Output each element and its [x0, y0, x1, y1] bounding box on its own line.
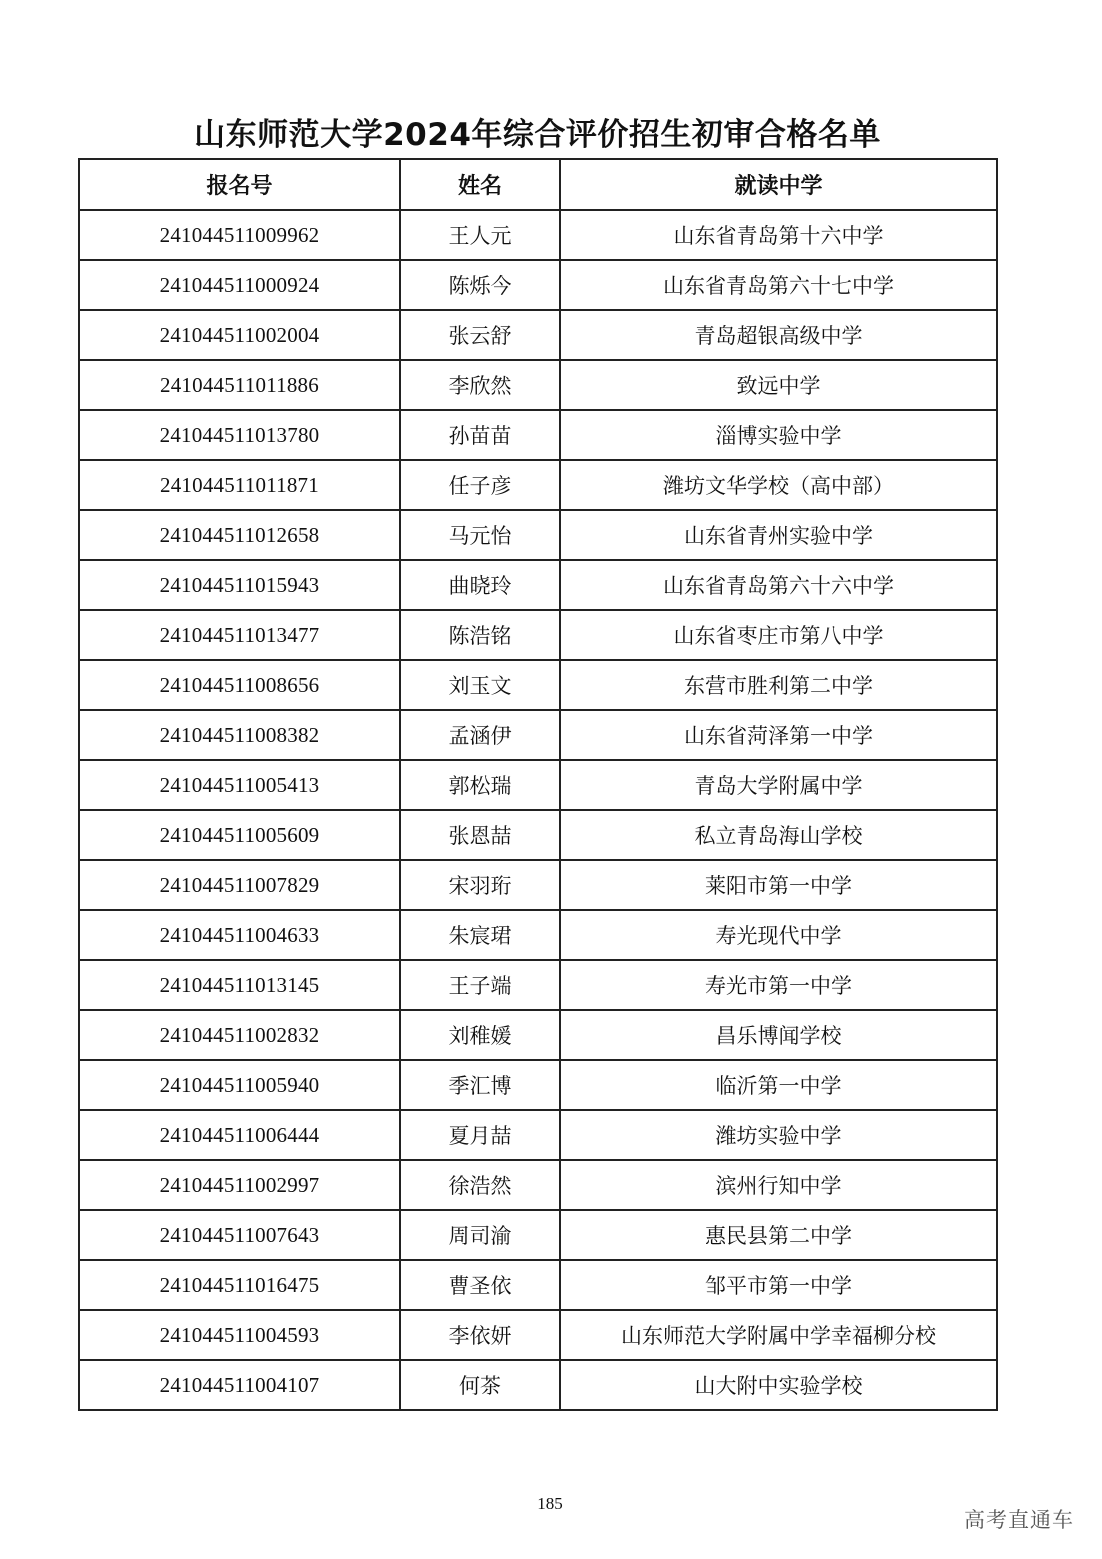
school-name-cell: 临沂第一中学 [560, 1060, 997, 1110]
student-name-cell: 刘稚媛 [400, 1010, 560, 1060]
school-name-cell: 惠民县第二中学 [560, 1210, 997, 1260]
school-name-cell: 山东省青州实验中学 [560, 510, 997, 560]
table-row [79, 260, 997, 310]
registration-number-cell: 241044511007643 [79, 1210, 400, 1260]
registration-number-cell: 241044511005940 [79, 1060, 400, 1110]
registration-number-cell: 241044511002832 [79, 1010, 400, 1060]
student-name-cell: 宋羽珩 [400, 860, 560, 910]
student-name-cell: 徐浩然 [400, 1160, 560, 1210]
school-name-cell: 潍坊实验中学 [560, 1110, 997, 1160]
table-row [79, 1010, 997, 1060]
registration-number-cell: 241044511007829 [79, 860, 400, 910]
registration-number-cell: 241044511013145 [79, 960, 400, 1010]
table-row [79, 460, 997, 510]
student-name-cell: 王子端 [400, 960, 560, 1010]
page-number: 185 [537, 1494, 563, 1513]
registration-number-cell: 241044511015943 [79, 560, 400, 610]
registration-number-cell: 241044511011886 [79, 360, 400, 410]
student-name-cell: 孟涵伊 [400, 710, 560, 760]
student-name-cell: 曲晓玲 [400, 560, 560, 610]
student-name-cell: 郭松瑞 [400, 760, 560, 810]
student-name-cell: 孙苗苗 [400, 410, 560, 460]
school-name-cell: 昌乐博闻学校 [560, 1010, 997, 1060]
school-name-cell: 山东省菏泽第一中学 [560, 710, 997, 760]
registration-number-cell: 241044511008656 [79, 660, 400, 710]
student-name-cell: 李依妍 [400, 1310, 560, 1360]
school-name-cell: 滨州行知中学 [560, 1160, 997, 1210]
student-name-cell: 王人元 [400, 210, 560, 260]
table-row [79, 210, 997, 260]
school-name-cell: 私立青岛海山学校 [560, 810, 997, 860]
registration-number-cell: 241044511012658 [79, 510, 400, 560]
student-name-cell: 曹圣依 [400, 1260, 560, 1310]
table-row [79, 310, 997, 360]
school-name-cell: 潍坊文华学校（高中部） [560, 460, 997, 510]
school-name-cell: 山东省青岛第十六中学 [560, 210, 997, 260]
table-header-row [79, 159, 997, 210]
table-row [79, 560, 997, 610]
registration-number-cell: 241044511006444 [79, 1110, 400, 1160]
registration-number-cell: 241044511008382 [79, 710, 400, 760]
table-row [79, 1360, 997, 1410]
table-row [79, 510, 997, 560]
student-name-cell: 任子彦 [400, 460, 560, 510]
student-name-cell: 张云舒 [400, 310, 560, 360]
registration-number-cell: 241044511004633 [79, 910, 400, 960]
watermark-text: 高考直通车 [964, 1508, 1074, 1532]
table-row [79, 1060, 997, 1110]
school-name-cell: 东营市胜利第二中学 [560, 660, 997, 710]
column-header-name: 姓名 [400, 159, 560, 210]
registration-number-cell: 241044511004107 [79, 1360, 400, 1410]
registration-number-cell: 241044511016475 [79, 1260, 400, 1310]
column-header-registration-number: 报名号 [79, 159, 400, 210]
student-name-cell: 何茶 [400, 1360, 560, 1410]
school-name-cell: 莱阳市第一中学 [560, 860, 997, 910]
table-row [79, 1210, 997, 1260]
table-row [79, 1260, 997, 1310]
registration-number-cell: 241044511002004 [79, 310, 400, 360]
column-header-school: 就读中学 [560, 159, 997, 210]
school-name-cell: 寿光市第一中学 [560, 960, 997, 1010]
school-name-cell: 青岛大学附属中学 [560, 760, 997, 810]
student-name-cell: 季汇博 [400, 1060, 560, 1110]
registration-number-cell: 241044511005413 [79, 760, 400, 810]
school-name-cell: 山大附中实验学校 [560, 1360, 997, 1410]
registration-number-cell: 241044511013780 [79, 410, 400, 460]
table-row [79, 1160, 997, 1210]
table-row [79, 810, 997, 860]
table-body [79, 210, 997, 1410]
student-name-cell: 陈烁今 [400, 260, 560, 310]
table-row [79, 410, 997, 460]
registration-number-cell: 241044511000924 [79, 260, 400, 310]
school-name-cell: 致远中学 [560, 360, 997, 410]
table-row [79, 710, 997, 760]
table-row [79, 1110, 997, 1160]
school-name-cell: 淄博实验中学 [560, 410, 997, 460]
registration-number-cell: 241044511013477 [79, 610, 400, 660]
registration-number-cell: 241044511002997 [79, 1160, 400, 1210]
school-name-cell: 邹平市第一中学 [560, 1260, 997, 1310]
school-name-cell: 山东省青岛第六十六中学 [560, 560, 997, 610]
table-row [79, 910, 997, 960]
table-row [79, 1310, 997, 1360]
school-name-cell: 寿光现代中学 [560, 910, 997, 960]
table-row [79, 660, 997, 710]
school-name-cell: 山东师范大学附属中学幸福柳分校 [560, 1310, 997, 1360]
document-title: 山东师范大学2024年综合评价招生初审合格名单 [194, 117, 881, 153]
table-row [79, 960, 997, 1010]
school-name-cell: 青岛超银高级中学 [560, 310, 997, 360]
table-row [79, 760, 997, 810]
student-name-cell: 周司渝 [400, 1210, 560, 1260]
school-name-cell: 山东省枣庄市第八中学 [560, 610, 997, 660]
table-row [79, 610, 997, 660]
admission-roster-table [78, 158, 998, 1411]
student-name-cell: 马元怡 [400, 510, 560, 560]
registration-number-cell: 241044511004593 [79, 1310, 400, 1360]
school-name-cell: 山东省青岛第六十七中学 [560, 260, 997, 310]
student-name-cell: 陈浩铭 [400, 610, 560, 660]
table-row [79, 860, 997, 910]
table-row [79, 360, 997, 410]
student-name-cell: 刘玉文 [400, 660, 560, 710]
registration-number-cell: 241044511005609 [79, 810, 400, 860]
registration-number-cell: 241044511009962 [79, 210, 400, 260]
student-name-cell: 朱宸珺 [400, 910, 560, 960]
student-name-cell: 张恩喆 [400, 810, 560, 860]
registration-number-cell: 241044511011871 [79, 460, 400, 510]
student-name-cell: 夏月喆 [400, 1110, 560, 1160]
student-name-cell: 李欣然 [400, 360, 560, 410]
